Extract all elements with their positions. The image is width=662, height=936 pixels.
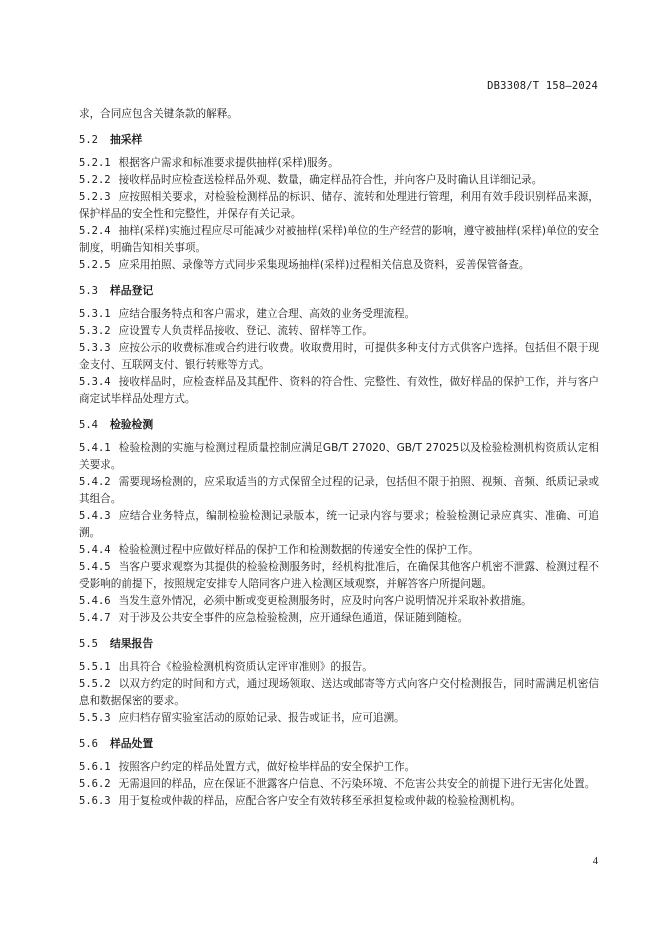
clause-number: 5.6.2 bbox=[79, 778, 111, 790]
clause-paragraph bbox=[79, 508, 599, 542]
clause-number: 5.2.3 bbox=[79, 191, 111, 203]
clause-paragraph bbox=[79, 440, 599, 474]
clause-text: 应结合业务特点，编制检验检测记录版本，统一记录内容与要求；检验检测记录应真实、准确、可追溯。 bbox=[79, 510, 599, 539]
clause-text: 应按公示的收费标准或合约进行收费。收取费用时，可提供多种支付方式供客户选择。包括但不限于现金支付、互联网支付、银行转账等方式。 bbox=[79, 342, 599, 371]
clause-text: 以双方约定的时间和方式，通过现场领取、送达或邮寄等方式向客户交付检测报告，同时需满足机密信息和数据保密的要求。 bbox=[79, 678, 599, 707]
clause-number: 5.2.1 bbox=[79, 157, 111, 169]
clause-number: 5.2.5 bbox=[79, 259, 111, 271]
clause-text: 应设置专人负责样品接收、登记、流转、留样等工作。 bbox=[118, 325, 373, 337]
document-body bbox=[79, 106, 599, 810]
clause-number: 5.3.2 bbox=[79, 325, 111, 337]
clause-paragraph bbox=[79, 559, 599, 593]
clause-text: 应结合服务特点和客户需求，建立合理、高效的业务受理流程。 bbox=[118, 308, 416, 320]
clause-paragraph bbox=[79, 172, 599, 189]
section-number: 5.5 bbox=[79, 638, 98, 650]
clause-text: 应归档存留实验室活动的原始记录、报告或证书，应可追溯。 bbox=[118, 712, 405, 724]
clause-text: 出具符合《检验检测机构资质认定评审准则》的报告。 bbox=[118, 661, 373, 673]
clause-paragraph bbox=[79, 306, 599, 323]
clause-number: 5.6.3 bbox=[79, 795, 111, 807]
clause-number: 5.4.7 bbox=[79, 612, 111, 624]
clause-number: 5.6.1 bbox=[79, 761, 111, 773]
clause-paragraph bbox=[79, 659, 599, 676]
clause-number: 5.2.4 bbox=[79, 225, 111, 237]
clause-number: 5.4.1 bbox=[79, 442, 111, 454]
section-heading bbox=[79, 635, 599, 653]
clause-paragraph bbox=[79, 189, 599, 223]
clause-paragraph bbox=[79, 793, 599, 810]
clause-text: 根据客户需求和标准要求提供抽样(采样)服务。 bbox=[118, 157, 339, 169]
section-heading bbox=[79, 131, 599, 149]
clause-text: 需要现场检测的，应采取适当的方式保留全过程的记录，包括但不限于拍照、视频、音频、纸质记录或其组合。 bbox=[79, 476, 599, 505]
clause-text: 按照客户约定的样品处置方式，做好检毕样品的安全保护工作。 bbox=[118, 761, 416, 773]
clause-number: 5.4.2 bbox=[79, 476, 111, 488]
clause-text: 对于涉及公共安全事件的应急检验检测，应开通绿色通道，保证随到随检。 bbox=[118, 612, 469, 624]
section-number: 5.2 bbox=[79, 134, 98, 146]
section-title: 检验检测 bbox=[109, 418, 154, 431]
clause-paragraph bbox=[79, 593, 599, 610]
section-title: 样品登记 bbox=[109, 284, 154, 297]
clause-text: 接收样品时，应检查样品及其配件、资料的符合性、完整性、有效性，做好样品的保护工作，并与客户商定试毕样品处理方式。 bbox=[79, 376, 599, 405]
clause-paragraph bbox=[79, 155, 599, 172]
clause-number: 5.5.1 bbox=[79, 661, 111, 673]
section-number: 5.3 bbox=[79, 285, 98, 297]
clause-text: 无需退回的样品，应在保证不泄露客户信息、不污染环境、不危害公共安全的前提下进行无害化处置。 bbox=[118, 778, 596, 790]
section-heading bbox=[79, 416, 599, 434]
section-heading bbox=[79, 282, 599, 300]
clause-text: 当发生意外情况，必须中断或变更检测服务时，应及时向客户说明情况并采取补救措施。 bbox=[118, 595, 532, 607]
section-title: 抽采样 bbox=[109, 133, 143, 146]
clause-number: 5.3.3 bbox=[79, 342, 111, 354]
clause-paragraph bbox=[79, 676, 599, 710]
clause-paragraph bbox=[79, 340, 599, 374]
clause-paragraph bbox=[79, 223, 599, 257]
clause-text: 应采用拍照、录像等方式同步采集现场抽样(采样)过程相关信息及资料，妥善保管备查。 bbox=[118, 259, 530, 271]
document-id: DB3308/T 158—2024 bbox=[487, 80, 598, 92]
clause-number: 5.3.1 bbox=[79, 308, 111, 320]
clause-number: 5.3.4 bbox=[79, 376, 111, 388]
clause-text: 当客户要求观察为其提供的检验检测服务时，经机构批准后，在确保其他客户机密不泄露、检测过程不受影响的前提下，按照规定安排专人陪同客户进入检测区域观察，并解答客户所提问题。 bbox=[79, 561, 599, 590]
clause-number: 5.4.5 bbox=[79, 561, 111, 573]
section-title: 样品处置 bbox=[109, 737, 154, 750]
clause-number: 5.5.3 bbox=[79, 712, 111, 724]
section-title: 结果报告 bbox=[109, 637, 154, 650]
section-heading bbox=[79, 735, 599, 753]
intro-line: 求，合同应包含关键条款的解释。 bbox=[79, 108, 238, 120]
clause-text: 接收样品时应检查送检样品外观、数量，确定样品符合性，并向客户及时确认且详细记录。 bbox=[118, 174, 543, 186]
clause-paragraph bbox=[79, 776, 599, 793]
clause-paragraph bbox=[79, 374, 599, 408]
clause-text: 应按照相关要求，对检验检测样品的标识、储存、流转和处理进行管理，利用有效手段识别样品来源，保护样品的安全性和完整性，并保存有关记录。 bbox=[79, 191, 599, 220]
clause-text: 检验检测的实施与检测过程质量控制应满足GB/T 27020、GB/T 27025以及检验检测机构资质认定相关要求。 bbox=[79, 442, 599, 471]
section-number: 5.4 bbox=[79, 419, 98, 431]
clause-paragraph bbox=[79, 610, 599, 627]
clause-paragraph bbox=[79, 759, 599, 776]
clause-number: 5.4.6 bbox=[79, 595, 111, 607]
clause-number: 5.2.2 bbox=[79, 174, 111, 186]
clause-text: 用于复检或仲裁的样品，应配合客户安全有效转移至承担复检或仲裁的检验检测机构。 bbox=[118, 795, 522, 807]
clause-text: 抽样(采样)实施过程应尽可能减少对被抽样(采样)单位的生产经营的影响，遵守被抽样(采样)单位的安全制度，明确告知相关事项。 bbox=[79, 225, 599, 254]
page-number: 4 bbox=[592, 856, 598, 867]
clause-number: 5.4.3 bbox=[79, 510, 111, 522]
clause-paragraph bbox=[79, 323, 599, 340]
clause-paragraph bbox=[79, 257, 599, 274]
clause-paragraph bbox=[79, 474, 599, 508]
clause-text: 检验检测过程中应做好样品的保护工作和检测数据的传递安全性的保护工作。 bbox=[118, 544, 479, 556]
clause-number: 5.4.4 bbox=[79, 544, 111, 556]
section-number: 5.6 bbox=[79, 738, 98, 750]
clause-paragraph bbox=[79, 710, 599, 727]
clause-number: 5.5.2 bbox=[79, 678, 111, 690]
clause-paragraph bbox=[79, 542, 599, 559]
